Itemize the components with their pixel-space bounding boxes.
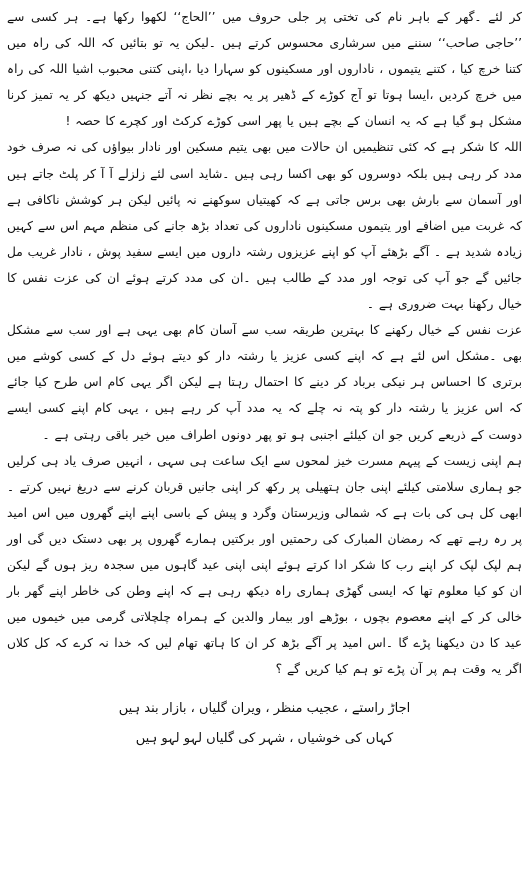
paragraph: اللہ کا شکر ہے کہ کئی تنظیمیں ان حالات میں بھی یتیم مسکین اور نادار بیواؤں کی نہ صرف خود مدد کر رہی ہیں بلکہ دوسروں کو بھی اکسا رہی ہیں ۔شاید اسی لئے زلزلے آ آ کر پلٹ جاتے ہیں اور آسمان سے بارش بھی برس جاتی ہے کہ کھیتیاں سوکھنے نہ پائیں لیکن ہر کوشش ناکافی ہے کہ غربت میں اضافے اور یتیموں مسکینوں ناداروں کی تعداد بڑھ جانے کی منظم مہم اس سے کہیں زیادہ شدید ہے ۔ آگے بڑھئے آپ کو اپنے عزیزوں رشتہ داروں میں ایسے سفید پوش ، نادار غریب مل جائیں گے جو آپ کی توجہ اور مدد کے طالب ہیں ۔ان کی مدد کرتے ہوئے ان کی عزت نفس کا خیال رکھنا بہت ضروری ہے ۔ (7, 140, 522, 312)
verse-line: اجاڑ راستے ، عجیب منظر ، ویران گلیاں ، بازار بند ہیں (118, 701, 411, 717)
paragraph: ہم اپنی زیست کے پیہم مسرت خیز لمحوں سے ایک ساعت ہی سہی ، انہیں صرف یاد ہی کرلیں جو ہماری سلامتی کیلئے اپنی جان ہتھیلی پر رکھ کر اپنی جانیں قربان کرنے سے دریغ نہیں کرتے ۔ابھی کل ہی کی بات ہے کہ شمالی وزیرستان وگرد و پیش کے باسی اپنے اپنے گھروں میں اس امید پر رہ رہے تھے کہ رمضان المبارک کی رحمتیں اور برکتیں ہمارے گھروں پر بھی دستک دیں گی اور ہم لپک لپک کر اپنے رب کا شکر ادا کرتے ہوئے اپنی اپنی عید گاہوں میں سجدہ ریز ہوں گے لیکن ان کو کیا معلوم تھا کہ ایسی گھڑی ہماری راہ دیکھ رہی ہے کہ اپنے وطن کی خاطر اپنے گھر بار خالی کر کے اپنے معصوم بچوں ، بوڑھے اور بیمار والدین کے ہمراہ چلچلاتی گرمی میں خیموں میں عید کا دن دیکھنا پڑے گا ۔اس امید پر آگے بڑھ کر ان کا ہاتھ تھام لیں کہ خدا نہ کرے کہ کل کلاں اگر یہ وقت ہم پر آن پڑے تو ہم کیا کریں گے ؟ (7, 453, 522, 677)
paragraph: عزت نفس کے خیال رکھنے کا بہترین طریقہ سب سے آسان کام بھی یہی ہے اور سب سے مشکل بھی ۔مشکل اس لئے ہے کہ اپنے کسی عزیز یا رشتہ دار کو دیتے ہوئے دل کے کسی کوشے میں برتری کا احساس ہر نیکی برباد کر دینے کا احتمال رہتا ہے لیکن اگر یہی کام اس طرح کیا جائے کہ اس عزیز یا رشتہ دار کو پتہ نہ چلے کہ یہ مدد آپ کر رہے ہیں ، یہی کام اپنے کسی ایسے دوست کے ذریعے کریں جو ان کیلئے اجنبی ہو تو پھر دونوں اطراف میں خیر باقی رہتی ہے ۔ (7, 323, 522, 442)
closing-verse (7, 694, 522, 754)
paragraph: کر لئے ۔گھر کے باہر نام کی تختی پر جلی حروف میں ’’الحاج‘‘ لکھوا رکھا ہے۔ ہر کسی سے ’’حاجی صاحب‘‘ سننے میں سرشاری محسوس کرتے ہیں ۔لیکن یہ تو بتائیں کہ اللہ کی راہ میں کتنا خرچ کیا ، کتنے یتیموں ، ناداروں اور مسکینوں کو سہارا دیا ،اپنی کتنی محبوب اشیا اللہ کی راہ میں خرچ کردیں ،ایسا ہوتا تو آج کوڑے کے ڈھیر پر یہ بچے نظر نہ آتے جنہیں دیکھ کر یہ تمیز کرنا مشکل ہو گیا ہے کہ یہ انسان کے بچے ہیں یا پھر اسی کوڑے کرکٹ اور کچرے کا حصہ ! (7, 10, 522, 129)
article-body (7, 4, 522, 682)
verse-line: کہاں کی خوشیاں ، شہر کی گلیاں لہو لہو ہیں (135, 731, 394, 747)
